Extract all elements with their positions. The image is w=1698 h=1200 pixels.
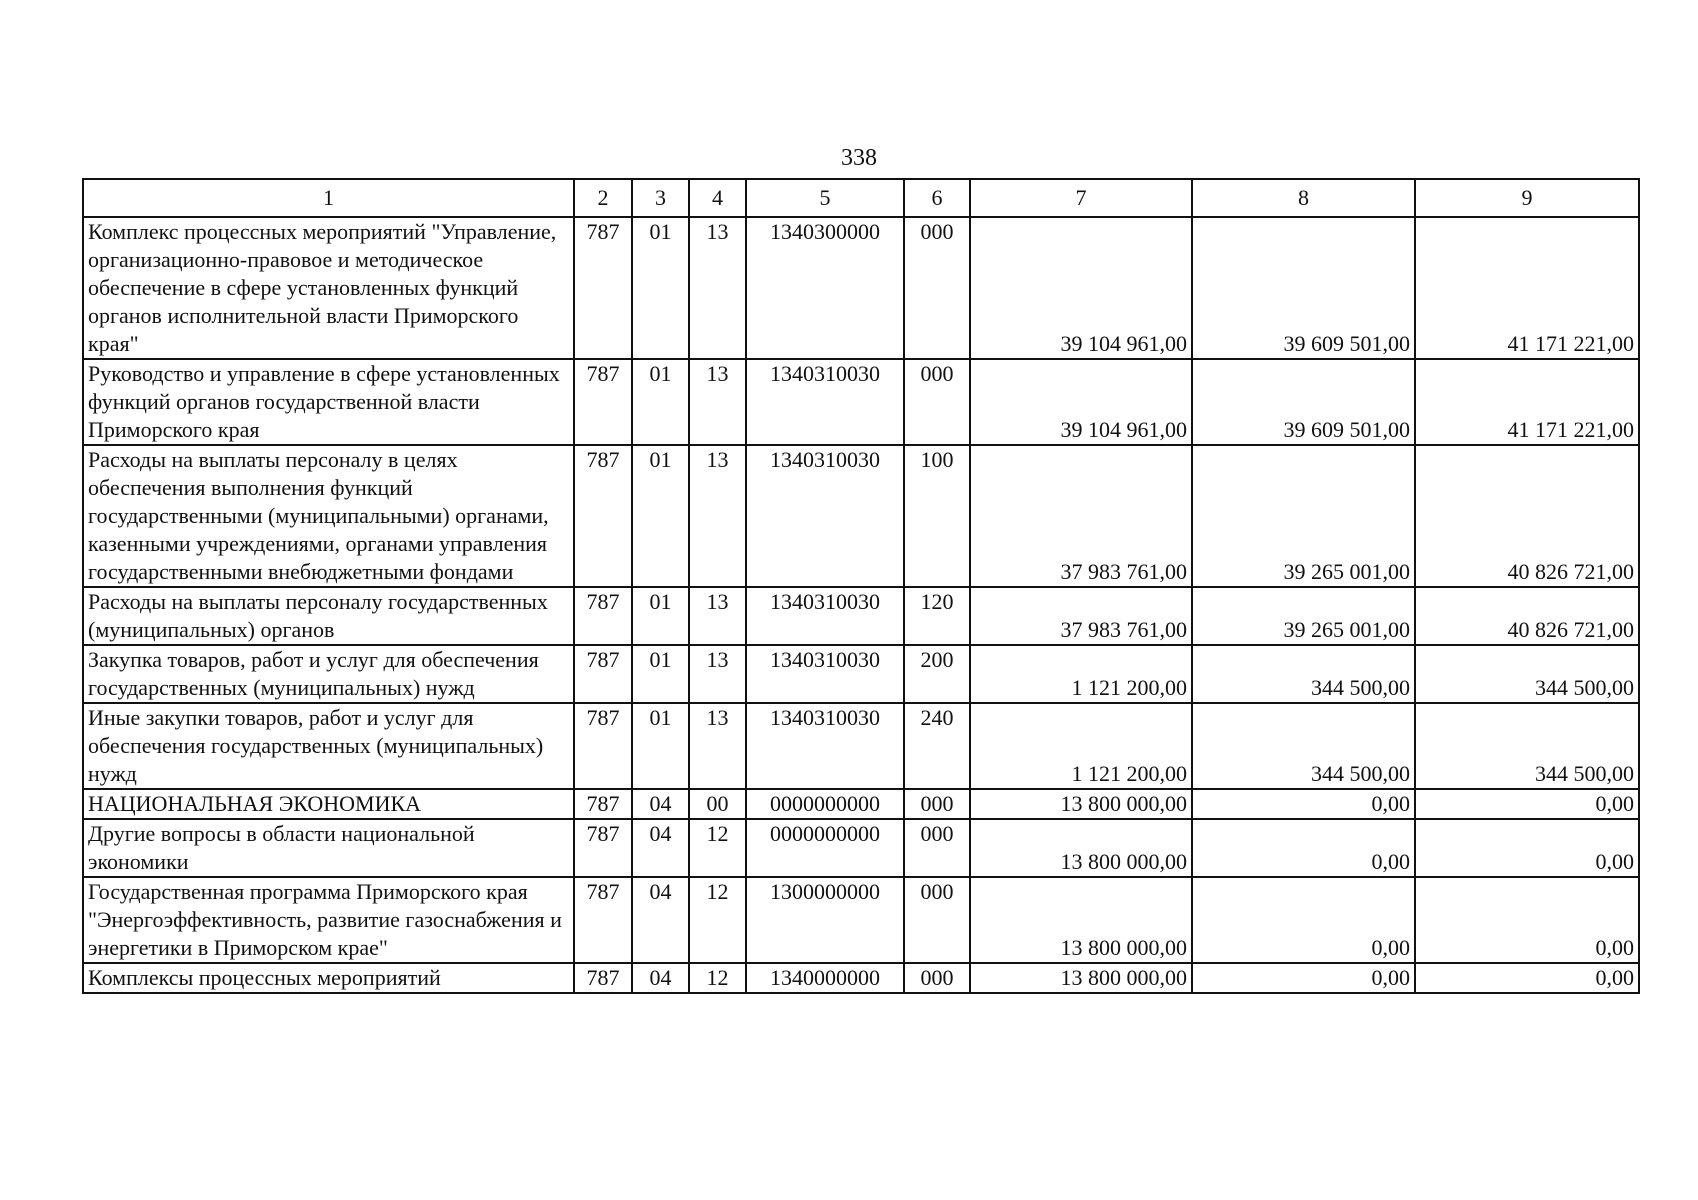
table-row bbox=[83, 587, 1639, 645]
amount-col-7: 1 121 200,00 bbox=[970, 645, 1192, 703]
subsection-code: 13 bbox=[689, 703, 746, 789]
amount-col-7: 37 983 761,00 bbox=[970, 587, 1192, 645]
section-code: 04 bbox=[632, 819, 689, 877]
amount-col-8: 0,00 bbox=[1192, 963, 1415, 993]
ministry-code: 787 bbox=[574, 445, 632, 587]
page-number: 338 bbox=[841, 145, 877, 171]
expense-type-code: 200 bbox=[904, 645, 970, 703]
section-code: 01 bbox=[632, 217, 689, 359]
amount-col-7: 39 104 961,00 bbox=[970, 217, 1192, 359]
subsection-code: 13 bbox=[689, 359, 746, 445]
target-article-code: 1340300000 bbox=[746, 217, 904, 359]
row-name: Государственная программа Приморского края "Энергоэффективность, развитие газоснабжения и энергетики в Приморском крае" bbox=[83, 877, 574, 963]
table-row bbox=[83, 789, 1639, 819]
subsection-code: 13 bbox=[689, 217, 746, 359]
expense-type-code: 120 bbox=[904, 587, 970, 645]
column-header-4: 4 bbox=[689, 179, 746, 217]
amount-col-7: 37 983 761,00 bbox=[970, 445, 1192, 587]
row-name: Комплексы процессных мероприятий bbox=[83, 963, 574, 993]
amount-col-9: 40 826 721,00 bbox=[1415, 445, 1639, 587]
target-article-code: 0000000000 bbox=[746, 789, 904, 819]
target-article-code: 1340310030 bbox=[746, 445, 904, 587]
amount-col-7: 13 800 000,00 bbox=[970, 819, 1192, 877]
ministry-code: 787 bbox=[574, 789, 632, 819]
ministry-code: 787 bbox=[574, 877, 632, 963]
target-article-code: 1340000000 bbox=[746, 963, 904, 993]
amount-col-9: 40 826 721,00 bbox=[1415, 587, 1639, 645]
table-row bbox=[83, 877, 1639, 963]
ministry-code: 787 bbox=[574, 645, 632, 703]
amount-col-9: 0,00 bbox=[1415, 963, 1639, 993]
expense-type-code: 100 bbox=[904, 445, 970, 587]
target-article-code: 1300000000 bbox=[746, 877, 904, 963]
column-header-8: 8 bbox=[1192, 179, 1415, 217]
section-code: 04 bbox=[632, 877, 689, 963]
expense-type-code: 000 bbox=[904, 217, 970, 359]
amount-col-8: 0,00 bbox=[1192, 789, 1415, 819]
amount-col-7: 13 800 000,00 bbox=[970, 877, 1192, 963]
amount-col-9: 41 171 221,00 bbox=[1415, 217, 1639, 359]
budget-table bbox=[82, 178, 1640, 994]
amount-col-9: 0,00 bbox=[1415, 789, 1639, 819]
amount-col-8: 39 609 501,00 bbox=[1192, 359, 1415, 445]
amount-col-8: 344 500,00 bbox=[1192, 703, 1415, 789]
subsection-code: 13 bbox=[689, 645, 746, 703]
table-row bbox=[83, 217, 1639, 359]
column-header-2: 2 bbox=[574, 179, 632, 217]
ministry-code: 787 bbox=[574, 217, 632, 359]
row-name: Расходы на выплаты персоналу государственных (муниципальных) органов bbox=[83, 587, 574, 645]
amount-col-8: 0,00 bbox=[1192, 819, 1415, 877]
expense-type-code: 240 bbox=[904, 703, 970, 789]
amount-col-9: 41 171 221,00 bbox=[1415, 359, 1639, 445]
target-article-code: 1340310030 bbox=[746, 645, 904, 703]
ministry-code: 787 bbox=[574, 359, 632, 445]
ministry-code: 787 bbox=[574, 587, 632, 645]
section-code: 01 bbox=[632, 645, 689, 703]
column-header-1: 1 bbox=[83, 179, 574, 217]
subsection-code: 13 bbox=[689, 587, 746, 645]
row-name: Другие вопросы в области национальной экономики bbox=[83, 819, 574, 877]
expense-type-code: 000 bbox=[904, 359, 970, 445]
amount-col-9: 344 500,00 bbox=[1415, 703, 1639, 789]
subsection-code: 00 bbox=[689, 789, 746, 819]
target-article-code: 1340310030 bbox=[746, 703, 904, 789]
section-code: 01 bbox=[632, 359, 689, 445]
column-header-7: 7 bbox=[970, 179, 1192, 217]
section-code: 01 bbox=[632, 445, 689, 587]
amount-col-8: 0,00 bbox=[1192, 877, 1415, 963]
row-name: Комплекс процессных мероприятий "Управление, организационно-правовое и методическое обеспечение в сфере установленных функций органов исполнительной власти Приморского края" bbox=[83, 217, 574, 359]
table-row bbox=[83, 359, 1639, 445]
amount-col-7: 13 800 000,00 bbox=[970, 789, 1192, 819]
table-row bbox=[83, 703, 1639, 789]
ministry-code: 787 bbox=[574, 819, 632, 877]
target-article-code: 1340310030 bbox=[746, 359, 904, 445]
expense-type-code: 000 bbox=[904, 963, 970, 993]
expense-type-code: 000 bbox=[904, 819, 970, 877]
ministry-code: 787 bbox=[574, 963, 632, 993]
table-row bbox=[83, 963, 1639, 993]
amount-col-8: 39 265 001,00 bbox=[1192, 445, 1415, 587]
column-header-5: 5 bbox=[746, 179, 904, 217]
amount-col-9: 0,00 bbox=[1415, 819, 1639, 877]
target-article-code: 0000000000 bbox=[746, 819, 904, 877]
ministry-code: 787 bbox=[574, 703, 632, 789]
section-code: 01 bbox=[632, 703, 689, 789]
section-code: 01 bbox=[632, 587, 689, 645]
row-name: Закупка товаров, работ и услуг для обеспечения государственных (муниципальных) нужд bbox=[83, 645, 574, 703]
expense-type-code: 000 bbox=[904, 789, 970, 819]
amount-col-9: 344 500,00 bbox=[1415, 645, 1639, 703]
row-name: Руководство и управление в сфере установленных функций органов государственной власти Приморского края bbox=[83, 359, 574, 445]
subsection-code: 12 bbox=[689, 819, 746, 877]
row-name: Расходы на выплаты персоналу в целях обеспечения выполнения функций государственными (муниципальными) органами, казенными учреждениями, органами управления государственными внебюджетными фондами bbox=[83, 445, 574, 587]
amount-col-7: 1 121 200,00 bbox=[970, 703, 1192, 789]
row-name: Иные закупки товаров, работ и услуг для обеспечения государственных (муниципальных) нужд bbox=[83, 703, 574, 789]
subsection-code: 13 bbox=[689, 445, 746, 587]
table-row bbox=[83, 819, 1639, 877]
subsection-code: 12 bbox=[689, 877, 746, 963]
amount-col-8: 344 500,00 bbox=[1192, 645, 1415, 703]
column-header-9: 9 bbox=[1415, 179, 1639, 217]
table-row bbox=[83, 445, 1639, 587]
amount-col-7: 39 104 961,00 bbox=[970, 359, 1192, 445]
row-name: НАЦИОНАЛЬНАЯ ЭКОНОМИКА bbox=[83, 789, 574, 819]
section-code: 04 bbox=[632, 789, 689, 819]
section-code: 04 bbox=[632, 963, 689, 993]
subsection-code: 12 bbox=[689, 963, 746, 993]
amount-col-8: 39 265 001,00 bbox=[1192, 587, 1415, 645]
column-header-3: 3 bbox=[632, 179, 689, 217]
amount-col-8: 39 609 501,00 bbox=[1192, 217, 1415, 359]
amount-col-7: 13 800 000,00 bbox=[970, 963, 1192, 993]
target-article-code: 1340310030 bbox=[746, 587, 904, 645]
column-header-6: 6 bbox=[904, 179, 970, 217]
table-row bbox=[83, 645, 1639, 703]
amount-col-9: 0,00 bbox=[1415, 877, 1639, 963]
header-row bbox=[83, 179, 1639, 217]
expense-type-code: 000 bbox=[904, 877, 970, 963]
